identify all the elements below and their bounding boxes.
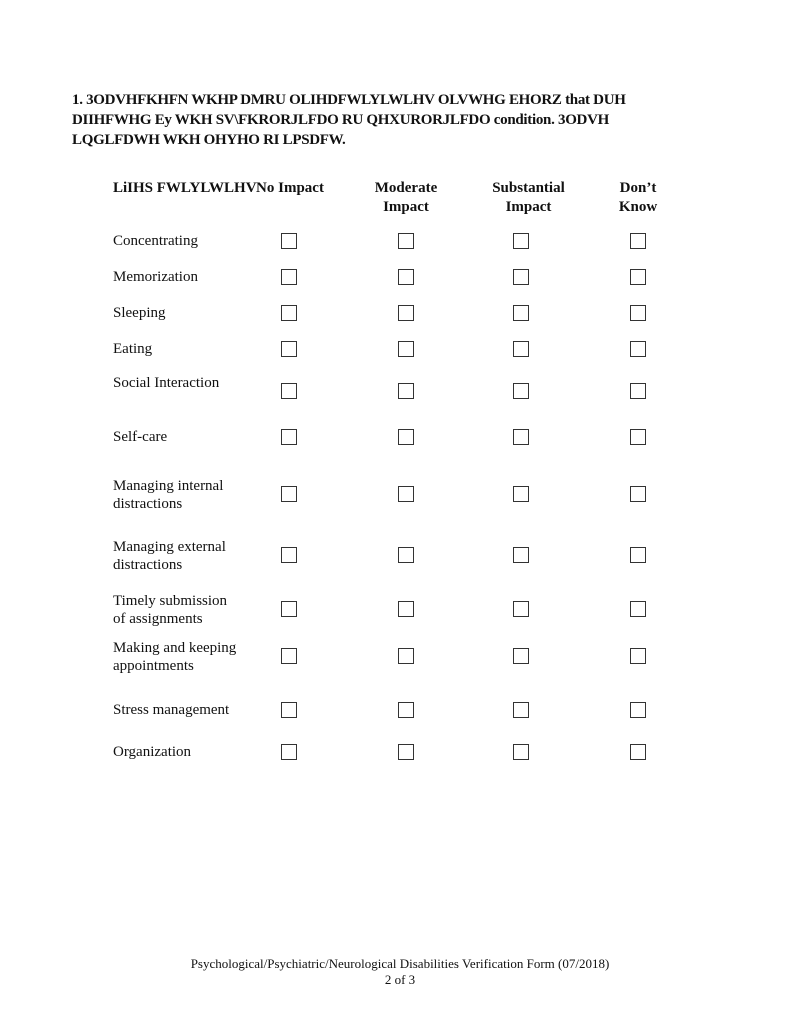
impact-checkbox[interactable] [513, 305, 529, 321]
impact-checkbox[interactable] [513, 429, 529, 445]
row-label: Memorization [113, 269, 198, 285]
impact-checkbox[interactable] [281, 547, 297, 563]
impact-checkbox[interactable] [281, 648, 297, 664]
impact-checkbox[interactable] [630, 744, 646, 760]
impact-checkbox[interactable] [398, 547, 414, 563]
impact-checkbox[interactable] [630, 547, 646, 563]
row-label: Timely submission of assignments [113, 593, 228, 627]
header-moderate-impact: Moderate Impact [374, 180, 438, 215]
row-label: Stress management [113, 702, 230, 718]
header-substantial-impact: Substantial Impact [492, 180, 565, 215]
impact-checkbox[interactable] [630, 429, 646, 445]
impact-checkbox[interactable] [630, 648, 646, 664]
impact-checkbox[interactable] [281, 341, 297, 357]
impact-checkbox[interactable] [513, 269, 529, 285]
row-label: Concentrating [113, 233, 198, 249]
impact-checkbox[interactable] [281, 269, 297, 285]
impact-checkbox[interactable] [281, 233, 297, 249]
header-dont-know: Don’t Know [618, 180, 658, 215]
impact-checkbox[interactable] [630, 702, 646, 718]
impact-checkbox[interactable] [630, 305, 646, 321]
impact-checkbox[interactable] [630, 269, 646, 285]
impact-checkbox[interactable] [398, 383, 414, 399]
impact-checkbox[interactable] [281, 429, 297, 445]
row-label: Social Interaction [113, 375, 220, 391]
impact-checkbox[interactable] [513, 744, 529, 760]
header-no-impact: No Impact [256, 180, 324, 196]
impact-checkbox[interactable] [630, 383, 646, 399]
impact-checkbox[interactable] [281, 383, 297, 399]
footer-title: Psychological/Psychiatric/Neurological Disabilities Verification Form (07/2018) [190, 956, 610, 971]
row-label: Self-care [113, 429, 168, 445]
impact-checkbox[interactable] [513, 341, 529, 357]
impact-checkbox[interactable] [398, 341, 414, 357]
impact-checkbox[interactable] [281, 305, 297, 321]
page-number: 2 of 3 [384, 972, 416, 987]
impact-checkbox[interactable] [630, 233, 646, 249]
row-label: Eating [113, 341, 153, 357]
impact-checkbox[interactable] [398, 601, 414, 617]
impact-checkbox[interactable] [513, 648, 529, 664]
impact-checkbox[interactable] [630, 601, 646, 617]
row-label: Making and keeping appointments [113, 640, 237, 674]
impact-checkbox[interactable] [398, 429, 414, 445]
row-label: Managing internal distractions [113, 478, 224, 512]
impact-checkbox[interactable] [281, 486, 297, 502]
impact-checkbox[interactable] [513, 383, 529, 399]
impact-checkbox[interactable] [513, 547, 529, 563]
row-label: Sleeping [113, 305, 166, 321]
impact-checkbox[interactable] [281, 601, 297, 617]
impact-checkbox[interactable] [398, 702, 414, 718]
impact-checkbox[interactable] [398, 648, 414, 664]
question-text: 1. 3ODVHFKHFN WKHP DMRU OLIHDFWLYLWLHV OLVWHG EHORZ that DUH DIIHFWHG Ey WKH SV\FKRORJLFDO RU QHXURORJLFDO condition. 3ODVH LQGLFDWH WKH OHYHO RI LPSDFW. [72, 92, 626, 148]
impact-checkbox[interactable] [630, 486, 646, 502]
impact-checkbox[interactable] [513, 601, 529, 617]
impact-checkbox[interactable] [398, 305, 414, 321]
header-life-activities: LiIHS FWLYLWLHV [113, 180, 257, 196]
impact-checkbox[interactable] [513, 702, 529, 718]
row-label: Managing external distractions [113, 539, 226, 573]
row-label: Organization [113, 744, 192, 760]
impact-checkbox[interactable] [513, 486, 529, 502]
impact-checkbox[interactable] [281, 702, 297, 718]
impact-checkbox[interactable] [398, 486, 414, 502]
impact-checkbox[interactable] [513, 233, 529, 249]
impact-checkbox[interactable] [398, 269, 414, 285]
impact-checkbox[interactable] [281, 744, 297, 760]
impact-checkbox[interactable] [630, 341, 646, 357]
impact-checkbox[interactable] [398, 233, 414, 249]
impact-checkbox[interactable] [398, 744, 414, 760]
